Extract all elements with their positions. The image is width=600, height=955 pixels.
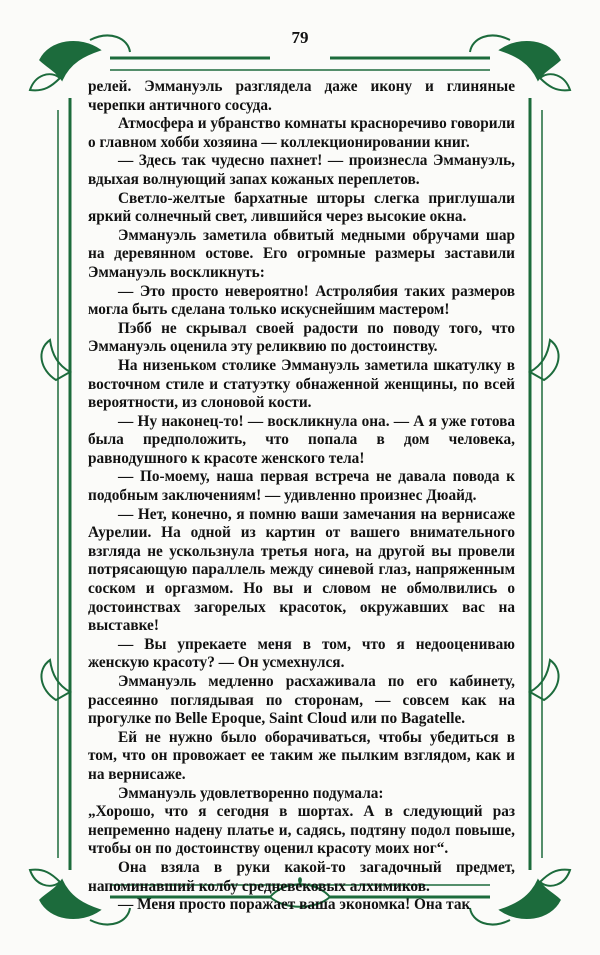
paragraph: — Это просто невероятно! Астролябия таких размеров могла быть сделана только искуснейшим мастером! bbox=[88, 282, 515, 319]
paragraph: релей. Эммануэль разглядела даже икону и глиняные черепки античного сосуда. bbox=[88, 78, 515, 114]
paragraph: — Здесь так чудесно пахнет! — произнесла Эммануэль, вдыхая волнующий запах кожаных переплетов. bbox=[88, 152, 515, 188]
body-text bbox=[88, 78, 515, 915]
paragraph: „Хорошо, что я сегодня в шортах. А в следующий раз непременно надену платье и, садясь, подтяну подол повыше, чтобы он по достоинству оценил красоту моих ног“. bbox=[88, 803, 515, 858]
paragraph: — Ну наконец-то! — воскликнула она. — А я уже готова была предположить, что попала в дом человека, равнодушного к красоте женского тела! bbox=[88, 412, 515, 467]
paragraph: Ей не нужно было оборачиваться, чтобы убедиться в том, что он провожает ее таким же пылким взглядом, как и на вернисаже. bbox=[88, 728, 515, 783]
paragraph: — По-моему, наша первая встреча не давала повода к подобным заключениям! — удивленно произнес Дюайд. bbox=[88, 468, 515, 505]
paragraph: Атмосфера и убранство комнаты красноречиво говорили о главном хобби хозяина — коллекционировании книг. bbox=[88, 115, 515, 151]
paragraph: Эммануэль заметила обвитый медными обручами шар на деревянном остове. Его огромные размеры заставили Эммануэль воскликнуть: bbox=[88, 226, 515, 281]
paragraph: — Вы упрекаете меня в том, что я недооцениваю женскую красоту? — Он усмехнулся. bbox=[88, 635, 515, 672]
paragraph: Пэбб не скрывал своей радости по поводу того, что Эммануэль оценила эту реликвию по достоинству. bbox=[88, 319, 515, 356]
paragraph: Эммануэль медленно расхаживала по его кабинету, рассеянно поглядывая по сторонам, — совсем как на прогулке по Belle Epoque, Saint Cloud или по Bagatelle. bbox=[88, 673, 515, 728]
paragraph: Светло-желтые бархатные шторы слегка приглушали яркий солнечный свет, лившийся через высокие окна. bbox=[88, 189, 515, 226]
paragraph: Эммануэль удовлетворенно подумала: bbox=[118, 784, 384, 802]
page-number: 79 bbox=[291, 28, 309, 47]
paragraph: — Нет, конечно, я помню ваши замечания на вернисаже Аурелии. На одной из картин от вашего внимательного взгляда не ускользнула третья нога, на другой вы провели потрясающую параллель между синевой глаз, напряженным соском и оргазмом. Но вы и словом не обмолвились о достоинствах загорелых красоток, окружавших вас на выставке! bbox=[88, 505, 515, 635]
paragraph: Она взяла в руки какой-то загадочный предмет, напоминавший колбу средневековых алхимиков. bbox=[88, 858, 515, 895]
paragraph: — Меня просто поражает ваша экономка! Она так bbox=[118, 896, 471, 914]
paragraph: На низеньком столике Эммануэль заметила шкатулку в восточном стиле и статуэтку обнаженной женщины, по всей вероятности, из слоновой кости. bbox=[88, 356, 515, 412]
